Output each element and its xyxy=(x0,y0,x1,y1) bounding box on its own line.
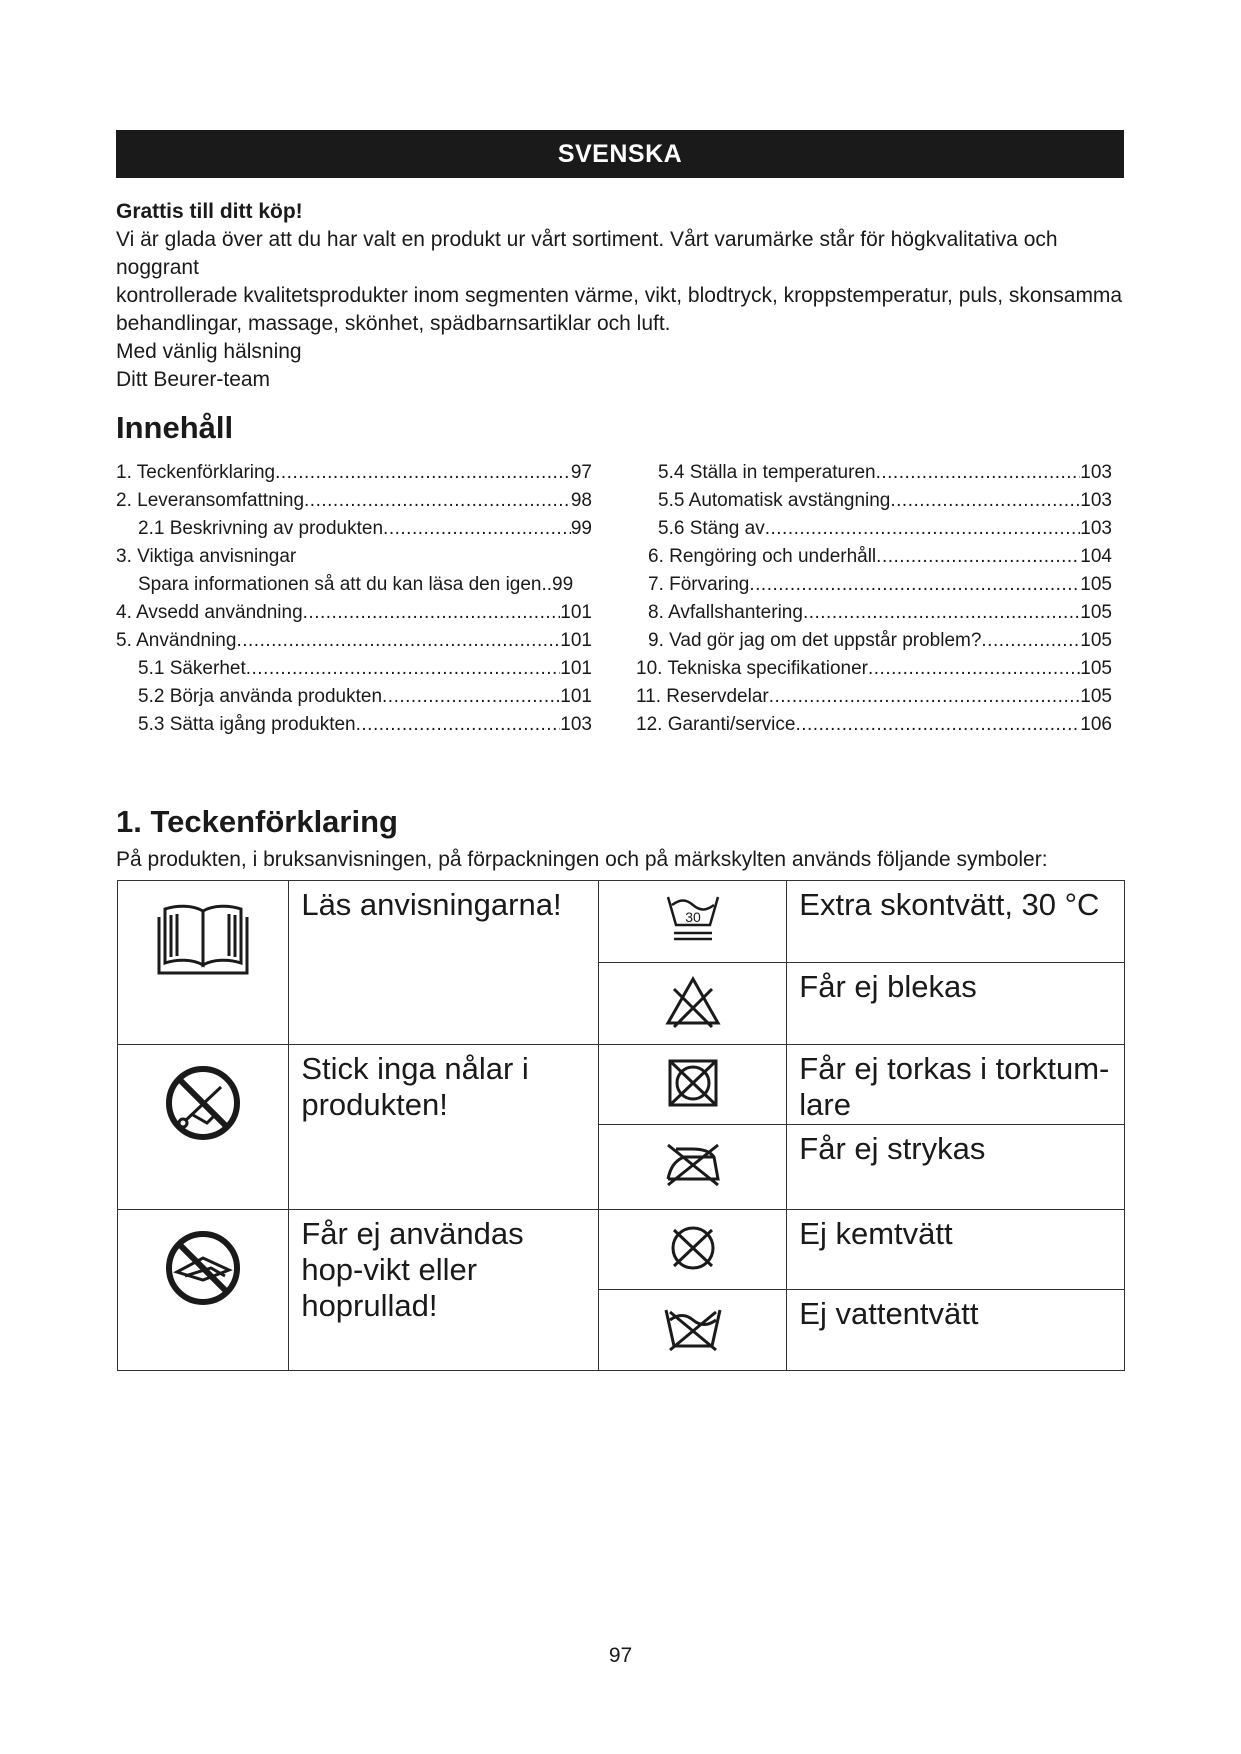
intro-line-2: kontrollerade kvalitetsprodukter inom segmenten värme, vikt, blodtryck, kroppstemperatur, puls, skonsamma xyxy=(116,284,1123,307)
no-bleach-label: Får ej blekas xyxy=(799,969,977,1004)
toc-item-title: 5.5 Automatisk avstängning xyxy=(658,490,891,511)
toc-item-page: 105 xyxy=(1080,602,1112,623)
toc-item-title: 1. Teckenförklaring xyxy=(116,462,276,483)
toc-item[interactable] xyxy=(116,487,592,515)
toc-item-title: 4. Avsedd användning xyxy=(116,602,303,623)
no-iron-label: Får ej strykas xyxy=(799,1131,986,1166)
toc-item[interactable] xyxy=(636,487,1112,515)
toc-item-title: 5. Användning xyxy=(116,630,237,651)
toc-item[interactable] xyxy=(116,571,592,599)
greeting xyxy=(116,338,302,394)
toc-item[interactable] xyxy=(636,543,1112,571)
toc-item-page: 101 xyxy=(560,686,592,707)
toc-item-title: 9. Vad gör jag om det uppstår problem? xyxy=(648,630,982,651)
toc-item-title: 2. Leveransomfattning xyxy=(116,490,305,511)
toc-item-title: 7. Förvaring xyxy=(648,574,750,595)
intro-line-3: behandlingar, massage, skönhet, spädbarnsartiklar och luft. xyxy=(116,312,671,335)
toc-item[interactable] xyxy=(636,571,1112,599)
no-wash-icon xyxy=(662,1300,724,1356)
toc-item-page: 98 xyxy=(570,490,592,511)
toc-item[interactable] xyxy=(116,599,592,627)
no-pins-icon xyxy=(163,1063,243,1143)
toc-item-title: 12. Garanti/service xyxy=(636,714,796,735)
intro-text xyxy=(116,198,1146,338)
no-dry-clean-icon xyxy=(664,1220,722,1276)
toc-item-title: 8. Avfallshantering xyxy=(648,602,803,623)
book-icon xyxy=(155,899,251,979)
toc-item[interactable] xyxy=(116,543,592,571)
toc-item-page: 99 xyxy=(570,518,592,539)
no-pins-cell xyxy=(118,1045,289,1210)
intro-line-1: Vi är glada över att du har valt en produkt ur vårt sortiment. Vårt varumärke står för högkvalitativa och noggrant xyxy=(116,228,1058,279)
toc-item-title: 5.1 Säkerhet xyxy=(138,658,246,679)
toc-item-page: 106 xyxy=(1080,714,1112,735)
toc-item-title: 6. Rengöring och underhåll xyxy=(648,546,877,567)
toc-right-column xyxy=(636,459,1112,739)
no-tumble-dry-icon xyxy=(664,1055,722,1111)
toc-item-page: 105 xyxy=(1080,574,1112,595)
no-dryer-cell xyxy=(598,1045,786,1125)
toc-item-title: 10. Tekniska specifikationer xyxy=(636,658,868,679)
greeting-line-1: Med vänlig hälsning xyxy=(116,340,302,363)
toc-item[interactable] xyxy=(636,627,1112,655)
wash-30-icon xyxy=(664,891,722,947)
no-fold-icon xyxy=(163,1228,243,1308)
read-instructions-label: Läs anvisningarna! xyxy=(301,887,562,922)
no-dryer-label: Får ej torkas i torktum-lare xyxy=(799,1051,1110,1122)
toc-item[interactable] xyxy=(116,683,592,711)
toc-item-title: Spara informationen så att du kan läsa den igen..99 xyxy=(138,574,574,595)
no-fold-cell xyxy=(118,1210,289,1371)
no-pins-label: Stick inga nålar i produkten! xyxy=(301,1051,529,1122)
toc-item[interactable] xyxy=(116,711,592,739)
toc-item-title: 5.2 Börja använda produkten xyxy=(138,686,383,707)
section-title: 1. Teckenförklaring xyxy=(116,804,398,839)
no-iron-cell xyxy=(598,1125,786,1210)
intro-heading: Grattis till ditt köp! xyxy=(116,200,303,223)
no-wash-label: Ej vattentvätt xyxy=(799,1296,979,1331)
wash-30-label: Extra skontvätt, 30 °C xyxy=(799,887,1100,922)
toc-item[interactable] xyxy=(636,515,1112,543)
no-fold-label: Får ej användas hop-vikt eller hoprullad! xyxy=(301,1216,524,1323)
no-dryclean-label: Ej kemtvätt xyxy=(799,1216,953,1251)
toc-item-page: 103 xyxy=(560,714,592,735)
no-bleach-cell xyxy=(598,963,786,1045)
toc-item-title: 2.1 Beskrivning av produkten xyxy=(138,518,384,539)
toc-item[interactable] xyxy=(636,683,1112,711)
toc-item-title: 11. Reservdelar xyxy=(636,686,769,707)
toc-item[interactable] xyxy=(636,655,1112,683)
toc-item-page: 104 xyxy=(1080,546,1112,567)
toc-item-page: 101 xyxy=(560,658,592,679)
no-dryclean-cell xyxy=(598,1210,786,1290)
no-wash-cell xyxy=(598,1290,786,1371)
toc-item[interactable] xyxy=(636,459,1112,487)
toc-item-page: 103 xyxy=(1080,490,1112,511)
symbol-table xyxy=(117,880,1125,1371)
no-bleach-icon xyxy=(664,973,722,1029)
toc-item-title: 3. Viktiga anvisningar xyxy=(116,546,297,567)
toc-item-page: 97 xyxy=(570,462,592,483)
greeting-line-2: Ditt Beurer-team xyxy=(116,368,271,391)
toc-title: Innehåll xyxy=(116,410,234,445)
toc-item[interactable] xyxy=(116,655,592,683)
toc-item-page: 105 xyxy=(1080,658,1112,679)
section-lead: På produkten, i bruksanvisningen, på förpackningen och på märkskylten används följande symboler: xyxy=(116,848,1048,871)
wash-temp-label: 30 xyxy=(684,909,701,925)
toc-item[interactable] xyxy=(116,515,592,543)
language-banner: SVENSKA xyxy=(116,130,1124,178)
toc-item-page: 105 xyxy=(1080,686,1112,707)
toc-item-page: 103 xyxy=(1080,518,1112,539)
toc-item-title: 5.4 Ställa in temperaturen xyxy=(658,462,876,483)
toc-left-column xyxy=(116,459,592,739)
toc-item[interactable] xyxy=(116,627,592,655)
toc-item-title: 5.6 Stäng av xyxy=(658,518,765,539)
toc-item[interactable] xyxy=(636,711,1112,739)
read-instructions-cell xyxy=(118,881,289,1045)
toc-item-page: 101 xyxy=(560,602,592,623)
toc-item[interactable] xyxy=(116,459,592,487)
no-iron-icon xyxy=(662,1135,724,1191)
toc-item-page: 103 xyxy=(1080,462,1112,483)
toc-item-page: 101 xyxy=(560,630,592,651)
wash-30-cell xyxy=(598,881,786,963)
toc-item-page: 105 xyxy=(1080,630,1112,651)
toc-item[interactable] xyxy=(636,599,1112,627)
toc-item-title: 5.3 Sätta igång produkten xyxy=(138,714,356,735)
page-number: 97 xyxy=(608,1644,633,1667)
